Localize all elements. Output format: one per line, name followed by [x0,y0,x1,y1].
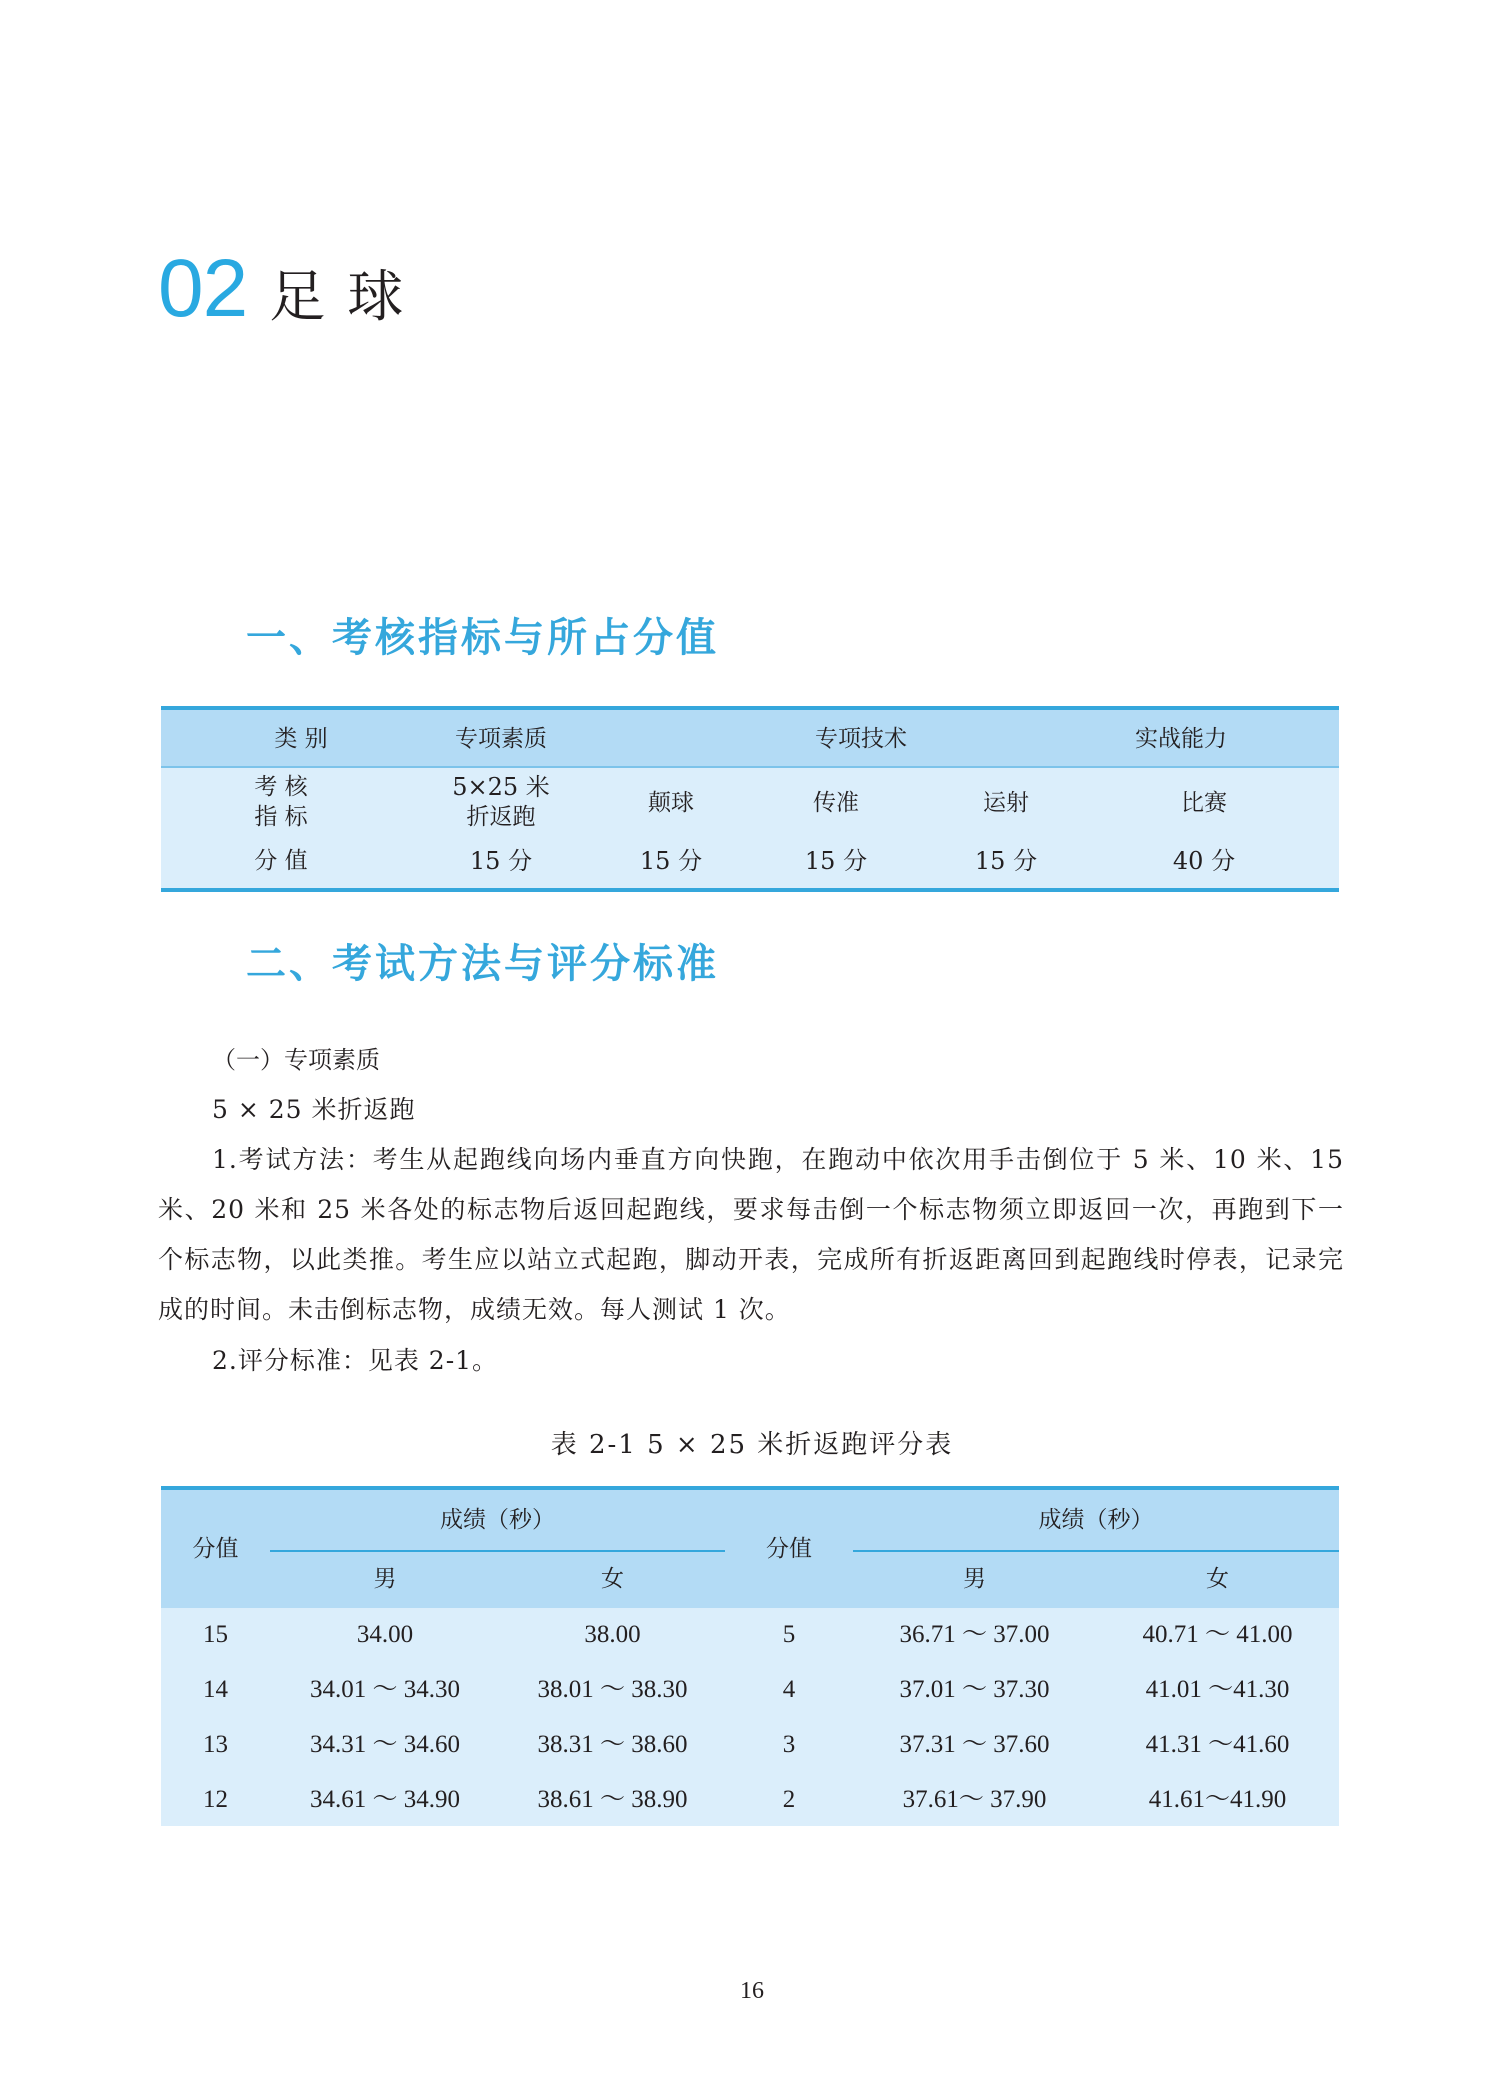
female-header-right: 女 [1206,1566,1229,1592]
row2-male-right: 37.01 ～ 37.30 [899,1676,1050,1703]
result-header-right: 成绩（秒） [1038,1507,1154,1533]
row1-female-left: 38.00 [584,1621,641,1648]
subsection-title: （一）专项素质 [212,1046,380,1074]
indicator-quality-line1: 5×25 米 [452,773,550,801]
header-technique: 专项技术 [815,726,907,752]
assessment-table [161,706,1339,892]
score-dribble-shoot: 15 分 [974,847,1038,875]
male-header-right: 男 [963,1566,986,1592]
row2-score-right: 4 [782,1676,796,1703]
row1-male-right: 36.71 ～ 37.00 [899,1621,1050,1648]
indicator-item-match: 比赛 [1181,790,1227,816]
male-header-left: 男 [373,1566,397,1592]
score-header-right: 分值 [766,1536,812,1562]
section-heading-assessment: 一、考核指标与所占分值 [246,615,719,661]
chapter-title-block [158,243,426,338]
row1-score-right: 5 [782,1621,796,1648]
row2-female-right: 41.01 ～41.30 [1145,1676,1290,1703]
row3-male-left: 34.31 ～ 34.60 [309,1731,460,1758]
result-header-left: 成绩（秒） [440,1507,555,1533]
section-heading-method: 二、考试方法与评分标准 [246,941,719,987]
row3-male-right: 37.31 ～ 37.60 [899,1731,1050,1758]
method-paragraph: 1.考试方法：考生从起跑线向场内垂直方向快跑，在跑动中依次用手击倒位于 5 米、10 米、15 米、20 米和 25 米各处的标志物后返回起跑线，要求每击倒一个标志物须立即返回一次，再跑到下一个标志物，以此类推。考生应以站立式起跑，脚动开表，完成所有折返距离回到起跑线时停表，记录完成的时间。未击倒标志物，成绩无效。每人测试 1 次。 [158,1145,1344,1324]
score-juggling: 15 分 [639,847,703,875]
score-match: 40 分 [1172,847,1236,875]
indicator-item-dribble-shoot: 运射 [983,790,1029,816]
row3-score-right: 3 [782,1731,796,1758]
score-passing: 15 分 [804,847,868,875]
header-divider-right [853,1550,1339,1552]
page-number: 16 [740,1978,764,2004]
score-header-left: 分值 [192,1536,239,1562]
row4-female-right: 41.61～41.90 [1148,1786,1287,1813]
row1-male-left: 34.00 [356,1621,414,1648]
chapter-number: 02 [158,243,248,334]
indicator-quality-line2: 折返跑 [466,804,536,830]
row4-score-right: 2 [782,1786,796,1813]
row3-score-left: 13 [203,1731,228,1758]
scoring-paragraph: 2.评分标准：见表 2-1。 [212,1346,499,1375]
score-quality: 15 分 [469,847,533,875]
row1-female-right: 40.71 ～ 41.00 [1142,1621,1293,1648]
header-combat: 实战能力 [1135,726,1227,752]
row3-female-left: 38.31 ～ 38.60 [537,1731,688,1758]
row1-score-left: 15 [203,1621,228,1648]
header-quality: 专项素质 [455,726,547,752]
subsection-item: 5 × 25 米折返跑 [212,1095,416,1124]
indicator-label-line2: 指 标 [254,804,308,830]
indicator-item-passing: 传准 [813,790,859,816]
row2-female-left: 38.01 ～ 38.30 [537,1676,688,1703]
table-caption: 表 2-1 5 × 25 米折返跑评分表 [550,1430,954,1460]
row2-score-left: 14 [203,1676,228,1703]
chapter-title: 足球 [269,265,426,330]
row4-male-left: 34.61 ～ 34.90 [309,1786,460,1813]
row4-score-left: 12 [203,1786,228,1813]
indicator-item-juggling: 颠球 [648,790,694,816]
row4-female-left: 38.61 ～ 38.90 [537,1786,688,1813]
score-row-label: 分 值 [254,848,308,874]
header-divider-left [270,1550,725,1552]
header-category: 类 别 [274,726,328,752]
row2-male-left: 34.01 ～ 34.30 [309,1676,460,1703]
row3-female-right: 41.31 ～41.60 [1145,1731,1290,1758]
shuttle-run-score-table [161,1486,1339,1826]
row4-male-right: 37.61～ 37.90 [902,1786,1047,1813]
indicator-label-line1: 考 核 [254,774,308,800]
female-header-left: 女 [601,1566,624,1592]
